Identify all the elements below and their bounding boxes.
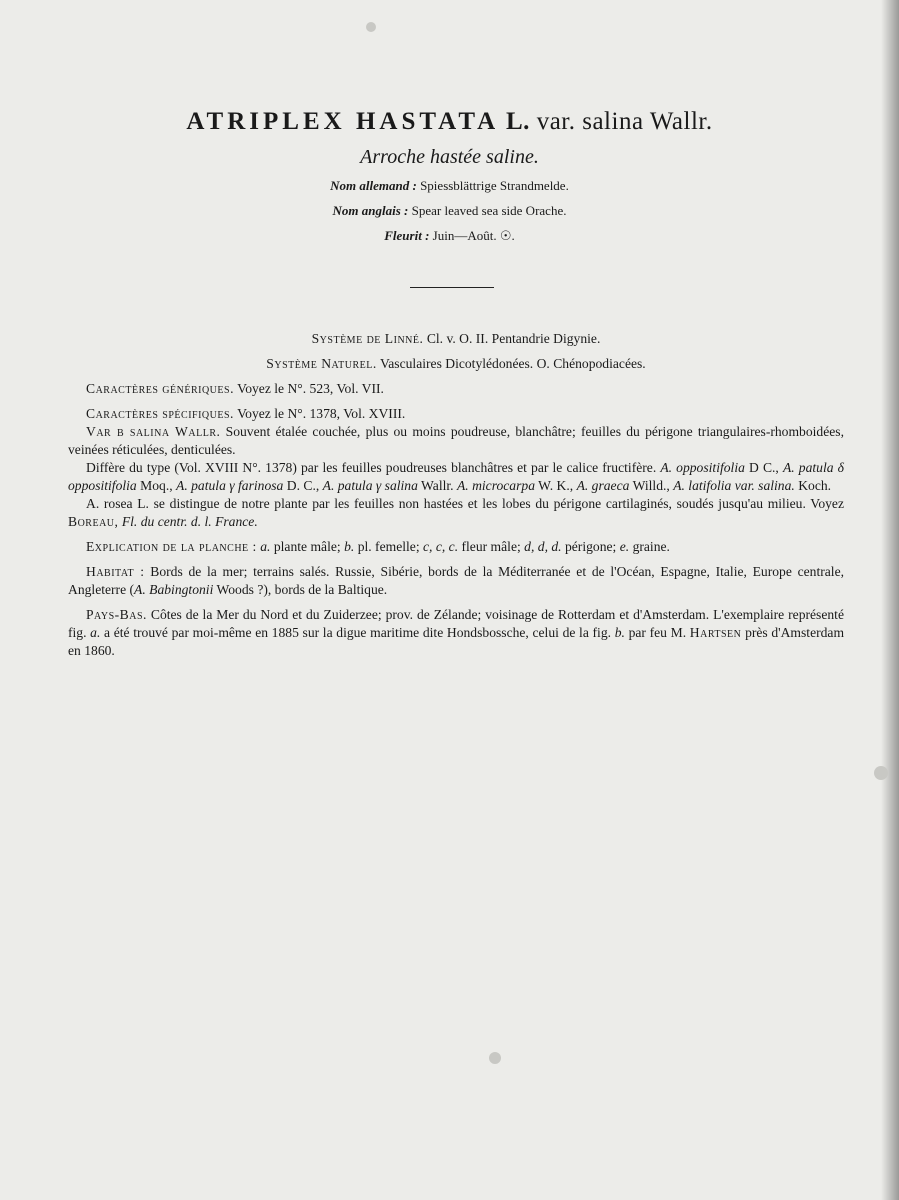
rosea-author: Boreau, <box>68 514 119 529</box>
title-variety: var. salina Wallr. <box>536 108 713 135</box>
fig-a-text: plante mâle; <box>273 539 341 554</box>
naturel-value: Vasculaires Dicotylédonées. O. Chénopodiacées. <box>379 356 646 371</box>
fig-d-text: périgone; <box>564 539 617 554</box>
title-genus: ATRIPLEX HASTATA <box>186 108 500 135</box>
synonym-name: A. patula δ oppositifolia <box>68 460 844 493</box>
rosea-paragraph <box>68 495 844 531</box>
synonym-name: A. graeca <box>576 478 630 493</box>
synonym-author: D. C., <box>286 478 320 493</box>
rosea-reference: Fl. du centr. d. l. France. <box>121 514 258 529</box>
generic-characters <box>68 380 844 398</box>
fig-c-letter: c, c, c. <box>423 539 459 554</box>
fig-b-text: pl. femelle; <box>357 539 420 554</box>
generic-label: Caractères génériques. <box>86 381 234 396</box>
variety-label: Var β salina Wallr. <box>86 424 221 439</box>
habitat-label: Habitat : <box>86 564 145 579</box>
german-label: Nom allemand : <box>330 178 417 193</box>
differs-text: Diffère du type (Vol. XVIII N°. 1378) par les feuilles poudreuses blanchâtres et par le calice fructifère. <box>86 460 657 475</box>
variety-text: Souvent étalée couchée, plus ou moins poudreuse, blanchâtre; feuilles du périgone triangulaires-rhomboidées, veinées réticulées, denticulées. <box>68 424 844 457</box>
system-naturel <box>68 355 844 373</box>
english-label: Nom anglais : <box>332 203 409 218</box>
linne-value: Cl. v. O. II. Pentandrie Digynie. <box>426 331 601 346</box>
flowering-line <box>0 228 899 244</box>
synonym-author: Willd., <box>632 478 670 493</box>
flowering-value: Juin—Août. ☉. <box>432 228 515 243</box>
synonym-author: Wallr. <box>421 478 454 493</box>
explication-label: Explication de la planche : <box>86 539 257 554</box>
separator-rule <box>410 287 494 288</box>
synonym-name: A. microcarpa <box>456 478 535 493</box>
german-value: Spiessblättrige Strandmelde. <box>420 178 569 193</box>
paysbas-text-4: près d'Amsterdam en 1860. <box>68 625 845 658</box>
synonym-name: A. patula γ salina <box>322 478 418 493</box>
specific-characters <box>68 405 844 423</box>
english-name-line <box>0 203 899 219</box>
paysbas-text-3: par feu M. <box>628 625 687 640</box>
english-value: Spear leaved sea side Orache. <box>411 203 567 218</box>
specific-label: Caractères spécifiques. <box>86 406 234 421</box>
habitat-text-2: Woods ?), bords de la Baltique. <box>216 582 388 597</box>
variety-description <box>68 423 844 459</box>
synonym-name: A. oppositifolia <box>660 460 745 475</box>
description-body <box>68 330 844 660</box>
synonym-author: Moq., <box>140 478 173 493</box>
page-title <box>0 108 899 136</box>
plate-explanation <box>68 538 844 556</box>
paysbas-label: Pays-Bas. <box>86 607 147 622</box>
fig-a-letter: a. <box>260 539 271 554</box>
fig-e-text: graine. <box>632 539 670 554</box>
paper-speck <box>874 766 888 780</box>
fig-b-letter: b. <box>344 539 355 554</box>
synonym-name: A. latifolia var. salina. <box>673 478 795 493</box>
title-author: L. <box>506 108 530 135</box>
synonym-author: W. K., <box>538 478 574 493</box>
fig-d-letter: d, d, d. <box>524 539 562 554</box>
paysbas-text-2: a été trouvé par moi-même en 1885 sur la digue maritime dite Hondsbossche, celui de la fig. <box>104 625 612 640</box>
differs-paragraph <box>68 459 844 495</box>
habitat-paragraph <box>68 563 844 599</box>
paysbas-collector: Hartsen <box>689 625 742 640</box>
synonym-author: D C., <box>749 460 779 475</box>
synonym-author: Koch. <box>798 478 832 493</box>
french-name: Arroche hastée saline. <box>360 146 539 168</box>
system-linne <box>68 330 844 348</box>
rosea-text: A. rosea L. se distingue de notre plante par les feuilles non hastées et les lobes du périgone cartilaginés, soudés jusqu'au milieu. Voyez <box>86 496 844 511</box>
paysbas-text-1: Côtes de la Mer du Nord et du Zuiderzee; prov. de Zélande; voisinage de Rotterdam et d'Amsterdam. L'exemplaire représenté fig. <box>68 607 844 640</box>
paysbas-fig-a: a. <box>90 625 101 640</box>
synonym-name: A. patula γ farinosa <box>176 478 284 493</box>
fig-e-letter: e. <box>619 539 630 554</box>
generic-value: Voyez le N°. 523, Vol. VII. <box>237 381 384 396</box>
naturel-label: Système Naturel. <box>266 356 377 371</box>
paper-speck <box>489 1052 501 1064</box>
paper-speck <box>366 22 376 32</box>
paysbas-fig-b: b. <box>614 625 625 640</box>
habitat-text-1: Bords de la mer; terrains salés. Russie, Sibérie, bords de la Méditerranée et de l'Océan, Espagne, Italie, Europe centrale, Angleterre ( <box>68 564 844 597</box>
specific-value: Voyez le N°. 1378, Vol. XVIII. <box>237 406 406 421</box>
fig-c-text: fleur mâle; <box>461 539 521 554</box>
habitat-species: A. Babingtonii <box>134 582 214 597</box>
linne-label: Système de Linné. <box>311 331 424 346</box>
flowering-label: Fleurit : <box>384 228 430 243</box>
netherlands-paragraph <box>68 606 844 660</box>
german-name-line <box>0 178 899 194</box>
